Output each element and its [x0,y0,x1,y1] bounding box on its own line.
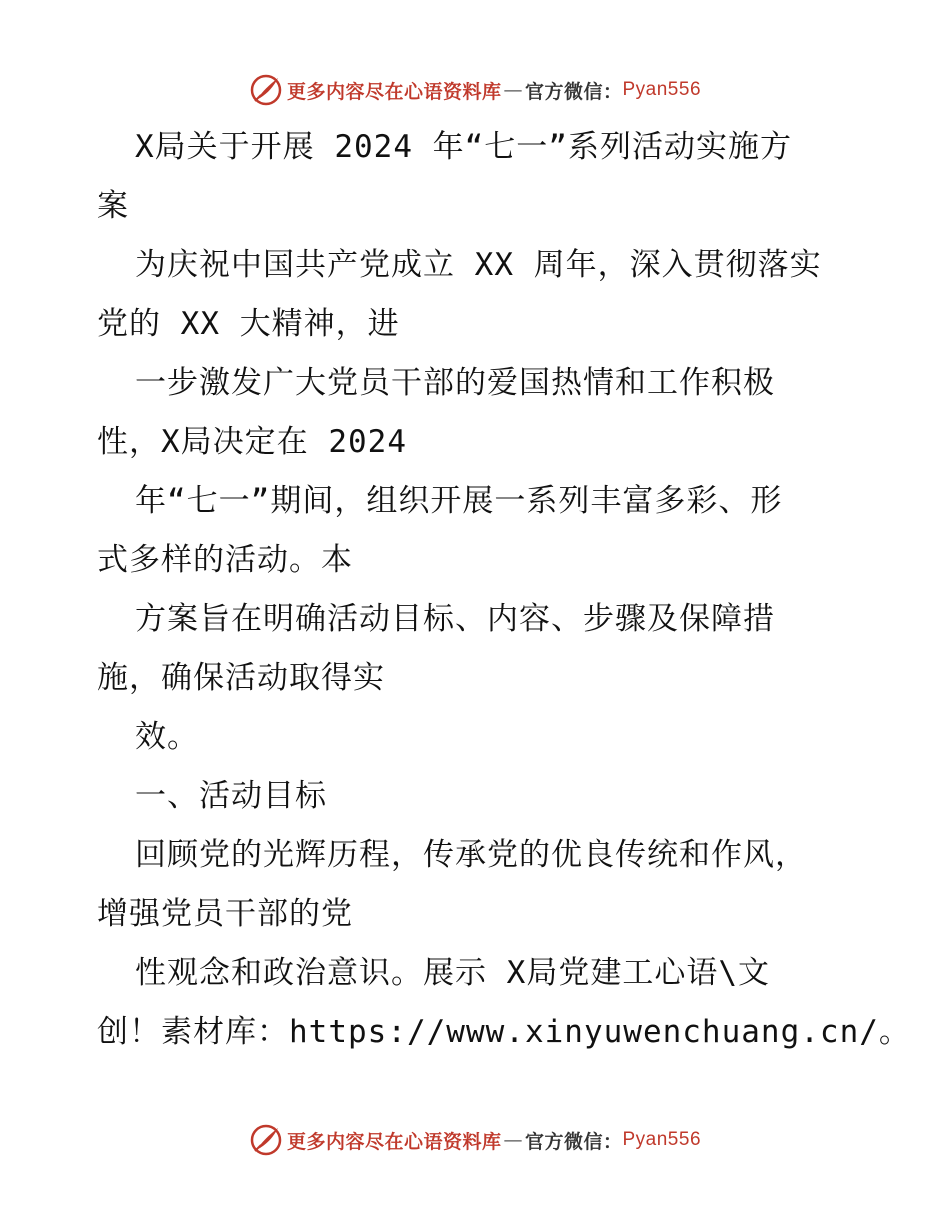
document-line: 效。 [135,719,199,755]
document-line: 党的 XX 大精神，进 [97,306,400,342]
document-line: 年“七一”期间，组织开展一系列丰富多彩、形 [135,483,783,519]
document-line: 案 [97,188,129,224]
document-line: 为庆祝中国共产党成立 XX 周年，深入贯彻落实 [135,247,822,283]
document-line: 性，X局决定在 2024 [97,424,407,460]
document-line: 性观念和政治意识。展示 X局党建工心语\文 [135,955,770,991]
header-brand-text: 更多内容尽在心语资料库 [286,80,502,103]
header-banner [0,70,950,110]
header-official-label: 官方微信： [524,80,623,103]
document-line: 式多样的活动。本 [97,542,353,578]
document-line: 一步激发广大党员干部的爱国热情和工作积极 [135,365,775,401]
feather-pen-logo-icon [249,1123,283,1157]
document-line: 回顾党的光辉历程，传承党的优良传统和作风， [135,837,807,873]
footer-separator: — [503,1129,523,1151]
document-line: 方案旨在明确活动目标、内容、步骤及保障措 [135,601,775,637]
document-line: 增强党员干部的党 [97,896,353,932]
feather-pen-logo-icon [249,73,283,107]
document-line: X局关于开展 2024 年“七一”系列活动实施方 [135,129,792,165]
document-line: 创！素材库：https://www.xinyuwenchuang.cn/。 [97,1014,911,1050]
footer-brand-text: 更多内容尽在心语资料库 [286,1130,502,1153]
header-separator: — [503,79,523,101]
footer-official-label: 官方微信： [524,1130,623,1153]
document-line: 一、活动目标 [135,778,327,814]
document-body [97,118,911,1062]
header-wechat-id: Pyan556 [622,79,702,100]
footer-wechat-id: Pyan556 [622,1129,702,1150]
footer-banner [0,1120,950,1160]
document-line: 施，确保活动取得实 [97,660,385,696]
